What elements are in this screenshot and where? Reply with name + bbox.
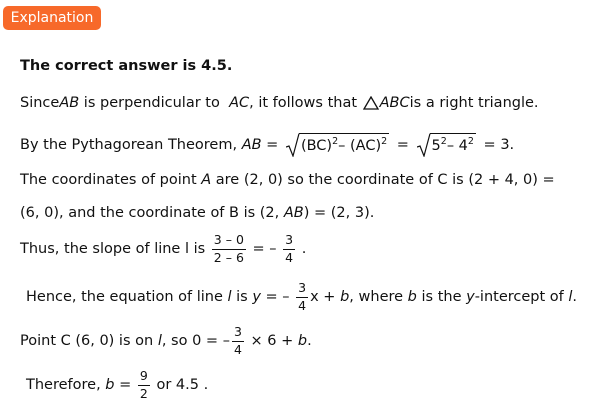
var-y: y — [252, 289, 261, 305]
text: , it follows that — [249, 95, 362, 111]
exponent: 2 — [332, 136, 339, 147]
denominator: 2 – 6 — [213, 249, 244, 265]
text: Thus, the slope of line l is — [20, 241, 210, 257]
text: or 4.5 . — [151, 377, 209, 393]
sqrt-expression-2 — [417, 133, 476, 157]
radical-sign — [417, 133, 431, 157]
text: , so 0 = – — [161, 333, 230, 349]
text: – (AC) — [338, 137, 382, 154]
text: = – — [247, 241, 282, 257]
text: is — [231, 289, 253, 305]
var-ab: AB — [283, 205, 304, 221]
var-ac: AC — [229, 95, 250, 111]
line-point-c — [20, 326, 312, 356]
numerator: 3 — [283, 234, 295, 250]
text: , where — [349, 289, 408, 305]
fraction — [232, 326, 244, 356]
text: ) = (2, 3). — [303, 205, 375, 221]
text: are (2, 0) so the coordinate of C is (2 + 4, 0) = — [211, 172, 555, 188]
text: × 6 + — [245, 333, 298, 349]
line-therefore — [26, 370, 208, 400]
var-l: l — [157, 333, 162, 349]
text: x — [310, 289, 319, 305]
numerator: 9 — [138, 370, 150, 386]
text: = — [114, 377, 136, 393]
text: The coordinates of point — [20, 172, 202, 188]
fraction — [296, 282, 308, 312]
exponent: 2 — [381, 136, 388, 147]
line-coordinates-cont — [20, 205, 374, 221]
text: (6, 0), and the coordinate of B is (2, — [20, 205, 284, 221]
text: = 3. — [478, 137, 515, 153]
line-pythagorean — [20, 133, 514, 157]
triangle-icon — [363, 96, 379, 110]
var-ab: AB — [241, 137, 262, 153]
text: By the Pythagorean Theorem, — [20, 137, 242, 153]
line-coordinates — [20, 172, 555, 188]
numerator: 3 — [232, 326, 244, 342]
line-perpendicular — [20, 95, 539, 111]
text: 5 — [431, 137, 441, 154]
var-y: y — [466, 289, 475, 305]
explanation-badge: Explanation — [3, 6, 101, 30]
var-b: b — [407, 289, 417, 305]
var-b: b — [340, 289, 350, 305]
text: (BC) — [300, 137, 333, 154]
text: + — [318, 289, 341, 305]
text: Point C (6, 0) is on — [20, 333, 158, 349]
text: . — [297, 241, 307, 257]
exponent: 2 — [440, 136, 447, 147]
var-abc: ABC — [379, 95, 410, 111]
denominator: 4 — [233, 341, 242, 357]
exponent: 2 — [467, 136, 474, 147]
denominator: 4 — [298, 297, 307, 313]
correct-answer: The correct answer is 4.5. — [20, 58, 233, 74]
denominator: 2 — [139, 385, 148, 401]
radical-sign — [286, 133, 300, 157]
denominator: 4 — [285, 249, 294, 265]
text: = – — [260, 289, 295, 305]
var-a: A — [201, 172, 212, 188]
sqrt-expression-1 — [286, 133, 389, 157]
text: = — [392, 137, 414, 153]
text: Hence, the equation of line — [26, 289, 228, 305]
fraction — [212, 234, 246, 264]
line-slope — [20, 234, 306, 264]
var-b: b — [297, 333, 308, 349]
radicand — [299, 133, 389, 157]
var-b: b — [105, 377, 115, 393]
text: Since — [20, 95, 60, 111]
text: is the — [416, 289, 467, 305]
fraction — [138, 370, 150, 400]
text: . — [307, 333, 312, 349]
var-l: l — [227, 289, 232, 305]
radicand — [430, 133, 476, 157]
numerator: 3 — [296, 282, 308, 298]
numerator: 3 – 0 — [212, 234, 246, 250]
text: = — [261, 137, 283, 153]
text: – 4 — [446, 137, 468, 154]
var-l: l — [568, 289, 573, 305]
fraction — [283, 234, 295, 264]
text: is perpendicular to — [79, 95, 230, 111]
var-ab: AB — [59, 95, 80, 111]
text: -intercept of — [474, 289, 569, 305]
text: . — [572, 289, 578, 305]
text: is a right triangle. — [409, 95, 539, 111]
text: Therefore, — [26, 377, 106, 393]
line-equation — [26, 282, 577, 312]
